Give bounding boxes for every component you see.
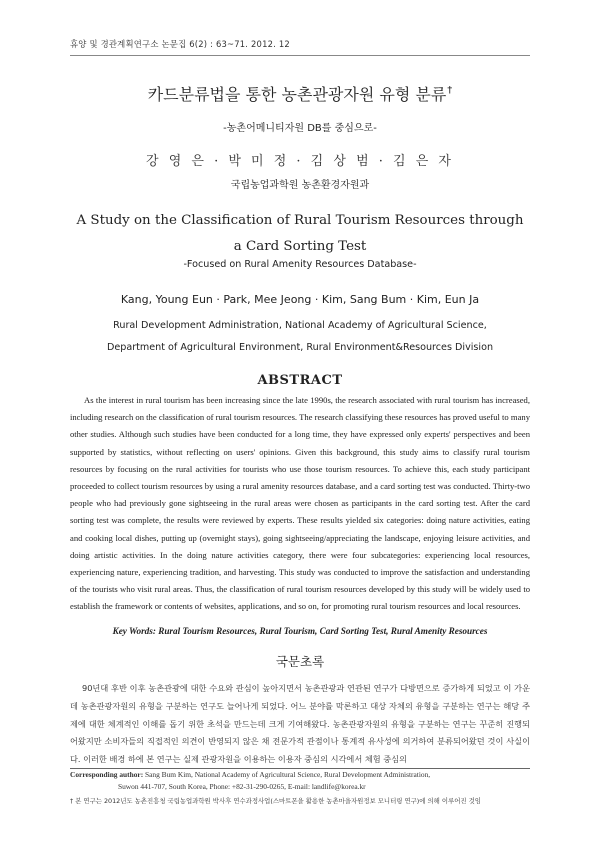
title-footnote-mark: † — [447, 85, 453, 96]
title-korean-text: 카드분류법을 통한 농촌관광자원 유형 분류 — [147, 85, 447, 104]
subtitle-korean: -농촌어메니티자원 DB를 중심으로- — [223, 123, 377, 134]
title-english-line-2: a Card Sorting Test — [233, 239, 367, 254]
footnote-corresponding-text: Sang Bum Kim, National Academy of Agricultural Science, Rural Development Administration, — [145, 770, 431, 779]
subtitle-english: -Focused on Rural Amenity Resources Database- — [183, 259, 417, 270]
authors-korean: 강 영 은 · 박 미 정 · 김 상 범 · 김 은 자 — [146, 154, 454, 169]
title-english-line-1: A Study on the Classification of Rural Tourism Resources through — [76, 213, 524, 228]
footnote-funding: † 본 연구는 2012년도 농촌진흥청 국립농업과학원 박사후 연수과정사업(스마트폰을 활용한 농촌마을자원정보 모니터링 연구)에 의해 이루어진 것임 — [70, 797, 481, 805]
title-korean — [70, 82, 530, 105]
journal-header: 휴양 및 경관계획연구소 논문집 6(2) : 63~71. 2012. 12 — [70, 39, 290, 49]
keywords: Key Words: Rural Tourism Resources, Rural Tourism, Card Sorting Test, Rural Amenity Resources — [112, 626, 488, 636]
abstract-body: As the interest in rural tourism has been increasing since the late 1990s, the research associated with rural tourism has increased, including research on the classification of rural tourism resources. The research classifying these resources has proved useful to many other studies. Although such studies have been conducted for a long time, they have expressed only experts' perspectives and been supported by statistics, without reflecting on users' opinions. Given this background, this study aims to classify rural tourism resources by focusing on the rural activities for tourists who use those tourism resources. To achieve this, each study participant proceeded to collect tourism resources by using a rural amenity resources database, and a card sorting test was conducted. Thirty-two people who had previously gone sightseeing in the rural areas were chosen as participants in the card sorting test. After the card sorting test was complete, the results were reviewed by experts. These results yielded six categories: doing nature activities, eating and cooking local dishes, putting up (overnight stays), going sightseeing/appreciating the landscape, enjoying leisure activities, and doing artistic activities. In the doing nature activities category, there were four subcategories: experiencing local resources, experiencing nature, experiencing tradition, and harvesting. This study was conducted to improve the satisfaction and understanding of the tourists who visit rural areas. Thus, the classification of rural tourism resources developed by this study will be widely used to establish the framework or contents of websites, applications, and so on, for promoting rural tourism resources and local resources. — [70, 395, 530, 612]
affiliation-english-line-2: Department of Agricultural Environment, Rural Environment&Resources Division — [106, 342, 494, 353]
abstract-korean-heading: 국문초록 — [275, 654, 325, 669]
footnote-address: Suwon 441-707, South Korea, Phone: +82-31-290-0265, E-mail: landlife@korea.kr — [118, 782, 366, 791]
header-rule — [70, 55, 530, 56]
affiliation-english — [70, 315, 530, 359]
footnote-corresponding-label: Corresponding author: — [70, 770, 144, 779]
title-english — [70, 208, 530, 260]
affiliation-english-line-1: Rural Development Administration, National Academy of Agricultural Science, — [113, 320, 487, 331]
authors-english: Kang, Young Eun · Park, Mee Jeong · Kim, Sang Bum · Kim, Eun Ja — [120, 293, 480, 306]
footnote-corresponding-author — [70, 770, 530, 779]
abstract-heading: ABSTRACT — [257, 373, 343, 388]
footnote-rule — [70, 768, 530, 769]
abstract-korean-body: 90년대 후반 이후 농촌관광에 대한 수요와 관심이 높아지면서 농촌관광과 연관된 연구가 다방면으로 증가하게 되었고 이 가운데 농촌관광자원의 유형을 구분하는 연구도 늘어나게 되었다. 어느 분야를 막론하고 대상 자체의 유형을 구분하는 연구는 해당 주제에 대한 체계적인 이해를 돕기 위한 초석을 만드는데 크게 기여해왔다. 농촌관광자원의 유형을 구분하는 연구는 꾸준히 진행되어왔지만 소비자들의 직접적인 의견이 반영되지 않은 채 전문가적 관점이나 통계적 유사성에 의거하여 분류되어왔던 것이 사실이다. 이러한 배경 하에 본 연구는 실제 관광자원을 이용하는 이용자 중심의 시각에서 체험 중심의 — [70, 683, 530, 765]
affiliation-korean: 국립농업과학원 농촌환경자원과 — [230, 180, 370, 191]
